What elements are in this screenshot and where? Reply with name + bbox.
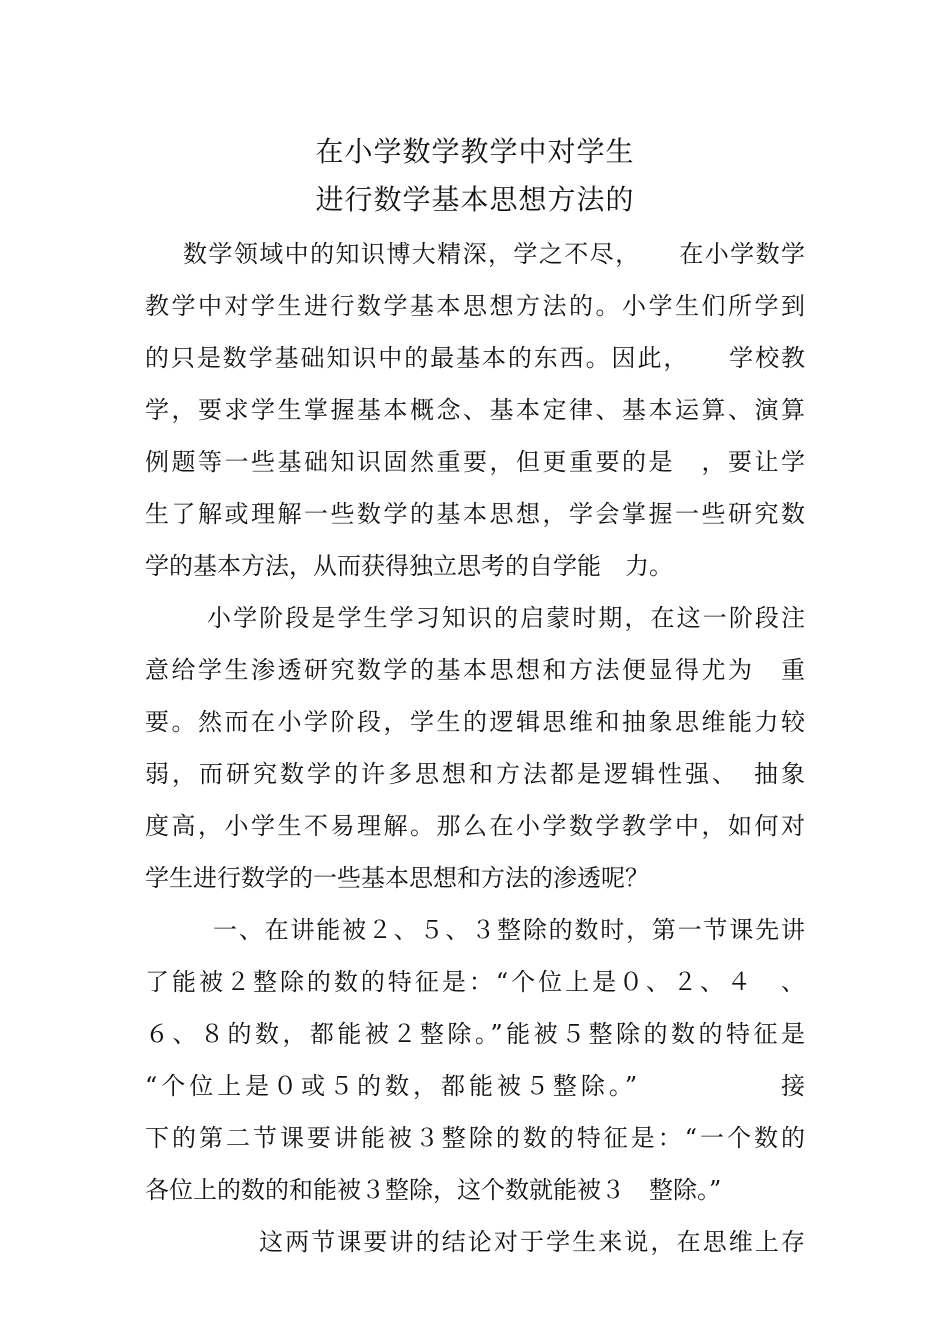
text-line: 度高，小学生不易理解。那么在小学数学教学中，如何对	[145, 812, 805, 840]
text-line: 小学阶段是学生学习知识的启蒙时期，在这一阶段注	[207, 604, 805, 632]
text-line: 这两节课要讲的结论对于学生来说，在思维上存	[259, 1228, 805, 1256]
paragraph-4	[145, 1216, 805, 1268]
text-line: 各位上的数的和能被３整除，这个数就能被３ 整除。”	[145, 1176, 722, 1204]
text-line: 学，要求学生掌握基本概念、基本定律、基本运算、演算	[145, 396, 805, 424]
text-line: 一、在讲能被２、５、３整除的数时，第一节课先讲	[213, 916, 805, 944]
text-line: “个位上是０或５的数，都能被５整除。” 接	[145, 1072, 805, 1100]
text-line: 的只是数学基础知识中的最基本的东西。因此， 学校教	[145, 344, 805, 372]
text-line: 下的第二节课要讲能被３整除的数的特征是：“一个数的	[145, 1124, 805, 1152]
text-line: 例题等一些基础知识固然重要，但更重要的是 ，要让学	[145, 448, 805, 476]
title-line: 进行数学基本思想方法的	[315, 183, 635, 216]
text-line: 生了解或理解一些数学的基本思想，学会掌握一些研究数	[145, 500, 805, 528]
text-line: 了能被２整除的数的特征是：“个位上是０、２、４ 、	[145, 968, 805, 996]
text-line: 意给学生渗透研究数学的基本思想和方法便显得尤为 重	[145, 656, 805, 684]
document-body	[145, 228, 805, 1268]
paragraph-3	[145, 904, 805, 1216]
text-line: 教学中对学生进行数学基本思想方法的。小学生们所学到	[145, 292, 805, 320]
paragraph-1	[145, 228, 805, 592]
paragraph-2	[145, 592, 805, 904]
text-line: ６、８的数，都能被２整除。”能被５整除的数的特征是	[145, 1020, 805, 1048]
text-line: 学生进行数学的一些基本思想和方法的渗透呢？	[145, 864, 649, 892]
text-line: 数学领域中的知识博大精深，学之不尽， 在小学数学	[183, 240, 805, 268]
text-line: 学的基本方法，从而获得独立思考的自学能 力。	[145, 552, 673, 580]
title-line: 在小学数学教学中对学生	[315, 135, 635, 168]
text-line: 要。然而在小学阶段，学生的逻辑思维和抽象思维能力较	[145, 708, 805, 736]
text-line: 弱，而研究数学的许多思想和方法都是逻辑性强、 抽象	[145, 760, 805, 788]
document-title	[0, 128, 950, 224]
